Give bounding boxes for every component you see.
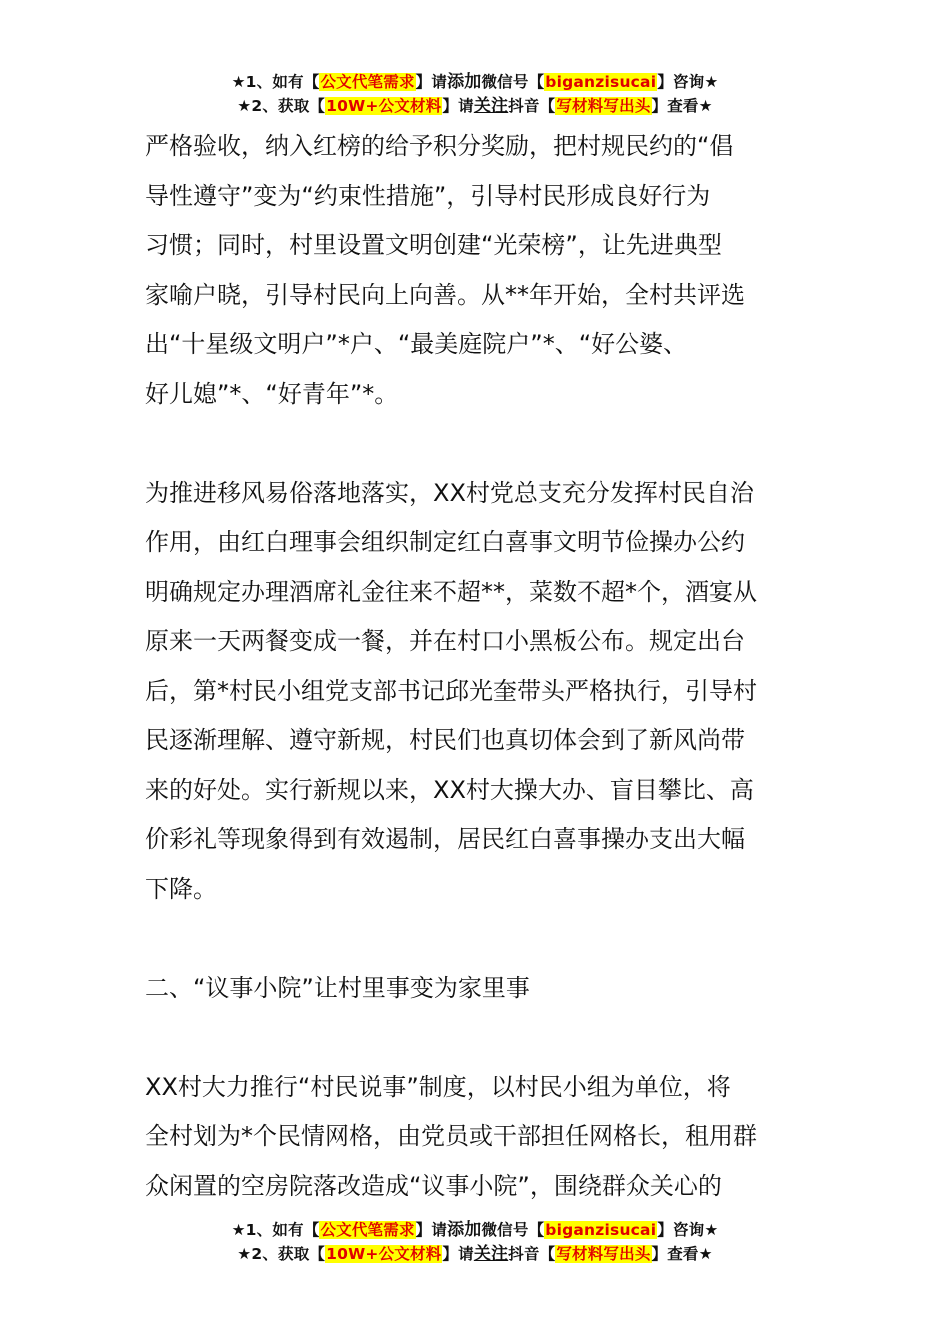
text-line: XX村大力推行“村民说事”制度，以村民小组为单位，将 [145, 1072, 731, 1101]
document-body [145, 122, 807, 1211]
text-line: 出“十星级文明户”*户、“最美庭院户”*、“好公婆、 [145, 330, 688, 358]
banner-emphasis: 添加 [447, 72, 482, 92]
banner-line-1 [0, 70, 950, 94]
text-line: 作用，由红白理事会组织制定红白喜事文明节俭操办公约 [145, 528, 745, 556]
banner-line-2 [0, 1242, 950, 1266]
banner-text: 微信号【 [481, 73, 545, 91]
banner-text: 】查看★ [651, 97, 713, 115]
text-line: 习惯；同时，村里设置文明创建“光荣榜”，让先进典型 [145, 231, 722, 259]
banner-text: 抖音【 [508, 97, 556, 115]
banner-text: 】请 [442, 1245, 474, 1263]
text-line: 下降。 [145, 874, 217, 903]
banner-highlight: biganzisucai [545, 1221, 657, 1239]
banner-text: ★1、如有【 [231, 73, 320, 91]
text-line: 好儿媳”*、“好青年”*。 [145, 379, 399, 408]
banner-line-2 [0, 94, 950, 118]
header-banner [0, 70, 950, 118]
banner-emphasis: 添加 [447, 1220, 482, 1240]
text-line: 二、“议事小院”让村里事变为家里事 [145, 973, 530, 1002]
text-line: 后，第*村民小组党支部书记邱光奎带头严格执行，引导村 [145, 676, 757, 705]
banner-highlight: biganzisucai [545, 73, 657, 91]
text-line: 为推进移风易俗落地落实，XX村党总支充分发挥村民自治 [145, 478, 754, 507]
banner-emphasis: 关注 [473, 96, 509, 116]
banner-text: 】请 [442, 97, 474, 115]
text-line: 全村划为*个民情网格，由党员或干部担任网格长，租用群 [145, 1122, 757, 1150]
banner-highlight: 10W+公文材料 [326, 1245, 442, 1263]
banner-text: 微信号【 [481, 1221, 545, 1239]
banner-text: 】请 [415, 73, 448, 91]
banner-highlight: 写材料写出头 [556, 97, 651, 115]
paragraph-gap [145, 419, 807, 469]
text-line: 民逐渐理解、遵守新规，村民们也真切体会到了新风尚带 [145, 726, 745, 754]
banner-text: ★1、如有【 [231, 1221, 320, 1239]
banner-highlight: 公文代笔需求 [320, 73, 415, 91]
text-line: 严格验收，纳入红榜的给予积分奖励，把村规民约的“倡 [145, 132, 734, 160]
banner-text: 】查看★ [651, 1245, 713, 1263]
banner-text: 】请 [415, 1221, 448, 1239]
paragraph-gap [145, 914, 807, 964]
text-line: 价彩礼等现象得到有效遏制，居民红白喜事操办支出大幅 [145, 825, 745, 853]
banner-emphasis: 关注 [473, 1244, 509, 1264]
text-line: 家喻户晓，引导村民向上向善。从**年开始，全村共评选 [145, 280, 745, 309]
banner-highlight: 公文代笔需求 [320, 1221, 415, 1239]
footer-banner [0, 1218, 950, 1266]
banner-text: 】咨询★ [657, 1221, 719, 1239]
banner-line-1 [0, 1218, 950, 1242]
banner-text: ★2、获取【 [237, 97, 326, 115]
banner-highlight: 写材料写出头 [556, 1245, 651, 1263]
banner-text: ★2、获取【 [237, 1245, 326, 1263]
banner-text: 抖音【 [508, 1245, 556, 1263]
text-line: 来的好处。实行新规以来，XX村大操大办、盲目攀比、高 [145, 775, 754, 804]
text-line: 导性遵守”变为“约束性措施”，引导村民形成良好行为 [145, 181, 711, 210]
banner-text: 】咨询★ [657, 73, 719, 91]
text-line: 明确规定办理酒席礼金往来不超**，菜数不超*个，酒宴从 [145, 577, 757, 606]
text-line: 原来一天两餐变成一餐，并在村口小黑板公布。规定出台 [145, 627, 745, 655]
banner-highlight: 10W+公文材料 [326, 97, 442, 115]
text-line: 众闲置的空房院落改造成“议事小院”，围绕群众关心的 [145, 1171, 722, 1200]
paragraph-gap [145, 1013, 807, 1063]
